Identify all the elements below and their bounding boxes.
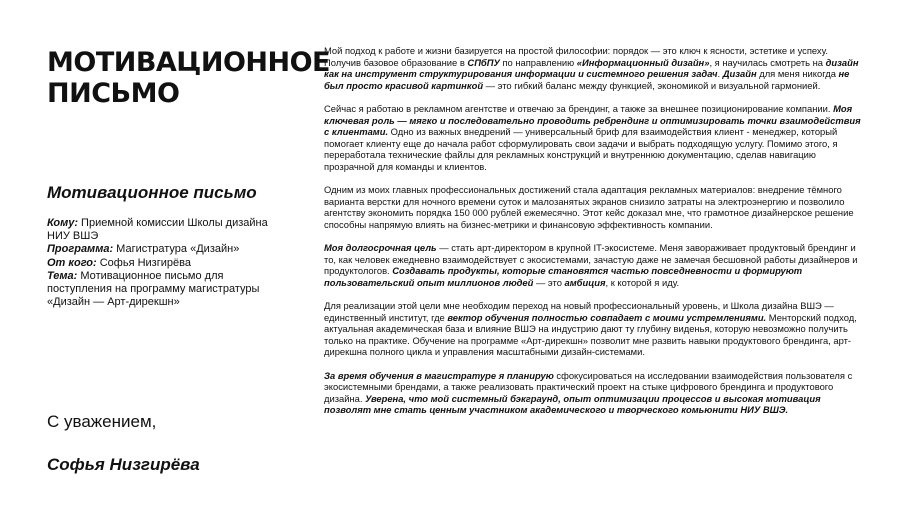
text-run: Для реализации этой цели мне необходим переход на новый профессиональный уровень, и Школа дизайна ВШЭ — единственный институт, где (324, 300, 834, 323)
title-line-2: ПИСЬМО (47, 78, 180, 109)
body-paragraph (324, 370, 864, 416)
body-paragraph (324, 300, 864, 358)
emphasis-text: Моя долгосрочная цель (324, 242, 437, 254)
body-paragraph (324, 103, 864, 173)
emphasis-text: Дизайн (722, 68, 757, 80)
text-run: Одно из важных внедрений — универсальный бриф для взаимодействия клиент - менеджер, который помогает клиенту еще до начала работ сформулировать свои задачи и выбрать подходящую услугу. Помимо этого, я переработала технические файлы для рекламных конструкций и внутреннюю документацию, сделав навигацию прозрачной для команды и клиентов. (324, 126, 838, 172)
emphasis-text: Уверена, что мой системный бэкграунд, опыт оптимизации процессов и высокая мотивация позволят мне стать ценным участником академического и творческого комьюнити НИУ ВШЭ. (324, 392, 821, 416)
meta-to-value: Приемной комиссии Школы дизайна НИУ ВШЭ (47, 217, 268, 243)
meta-topic-value: Мотивационное письмо для поступления на программу магистратуры «Дизайн — Арт-дирекшн» (47, 269, 260, 309)
emphasis-text: Моя ключевая роль — мягко и последовательно проводить ребрендинг и оптимизировать точки взаимодействия с клиентами. (324, 102, 861, 138)
text-run: . (717, 68, 723, 80)
meta-to-label: Кому: (47, 217, 78, 229)
text-run: , я научилась смотреть на (709, 56, 826, 68)
title-line-1: МОТИВАЦИОННОЕ (47, 47, 330, 78)
text-run: — это гибкий баланс между функцией, экономикой и визуальной гармонией. (483, 79, 821, 91)
text-run: Мой подход к работе и жизни базируется на простой философии: порядок — это ключ к ясности, эстетике и успеху. Получив базовое образование в (324, 45, 828, 68)
emphasis-text: СПбПУ (467, 56, 500, 68)
body-paragraph (324, 242, 864, 288)
text-run: — это (533, 276, 565, 288)
text-run: сфокусироваться на исследовании взаимодействия пользователя с экосистемными брендами, а также реализовать практический проект на стыке цифрового брендинга и продуктового дизайна. (324, 369, 853, 404)
emphasis-text: Создавать продукты, которые становятся частью повседневности и формируют пользовательский опыт миллионов людей (324, 265, 803, 288)
meta-program (47, 243, 287, 256)
signature-name: Софья Низгирёва (47, 455, 200, 474)
emphasis-text: амбиция (564, 276, 606, 288)
emphasis-text: За время обучения в магистратуре я планирую (324, 369, 554, 381)
emphasis-text: «Информационный дизайн» (576, 56, 710, 68)
meta-from-label: От кого: (47, 256, 97, 269)
body-paragraph (324, 184, 864, 230)
text-run: — стать арт-директором в крупной IT-экосистеме. Меня завораживает продуктовый брендинг и то, как человек ежедневно взаимодействует с экосистемами, зачастую даже не замечая бесшовной работы дизайнеров и продуктологов. (324, 242, 858, 277)
text-run: по направлению (499, 56, 577, 68)
meta-program-value: Магистратура «Дизайн» (113, 243, 240, 256)
emphasis-text: не был просто красивой картинкой (324, 68, 850, 91)
text-run: для меня никогда (756, 68, 839, 80)
page-title (47, 47, 330, 109)
meta-from (47, 257, 287, 270)
body-paragraph (324, 45, 864, 91)
emphasis-text: вектор обучения полностью совпадает с моими устремлениями. (447, 311, 767, 323)
closing-text: С уважением, (47, 412, 157, 431)
meta-from-value: Софья Низгирёва (96, 256, 191, 269)
letter-meta (47, 217, 287, 309)
text-run: Менторский подход, актуальная академическая база и влияние ВШЭ на индустрию дают ту глубину виденья, которую невозможно получить только на практике. Обучение на программе «Арт-дирекшн» позволит мне развить навыки продуктового брендинга, арт-дирекшна полного цикла и управления масштабными дизайн-системами. (324, 311, 857, 358)
meta-topic (47, 270, 287, 310)
meta-program-label: Программа: (47, 243, 114, 256)
text-run: Одним из моих главных профессиональных достижений стала адаптация рекламных материалов: внедрение тёмного варианта верстки для ночного времени суток и малозанятых экранов снизило затраты на электроэнергию и позволило агентству экономить порядка 150 000 рублей ежемесячно. Этот кейс доказал мне, что грамотное дизайнерское решение способны напрямую влиять на бизнес-метрики и финансовую эффективность компании. (324, 184, 854, 230)
meta-to (47, 217, 287, 243)
letter-body (324, 45, 864, 428)
emphasis-text: дизайн как на инструмент структурирования информации и системного решения задач (324, 56, 859, 80)
meta-topic-label: Тема: (47, 269, 78, 282)
text-run: Сейчас я работаю в рекламном агентстве и отвечаю за брендинг, а также за внешнее позиционирование компании. (324, 102, 834, 114)
letter-subtitle: Мотивационное письмо (47, 183, 257, 202)
text-run: , к которой я иду. (605, 276, 680, 288)
